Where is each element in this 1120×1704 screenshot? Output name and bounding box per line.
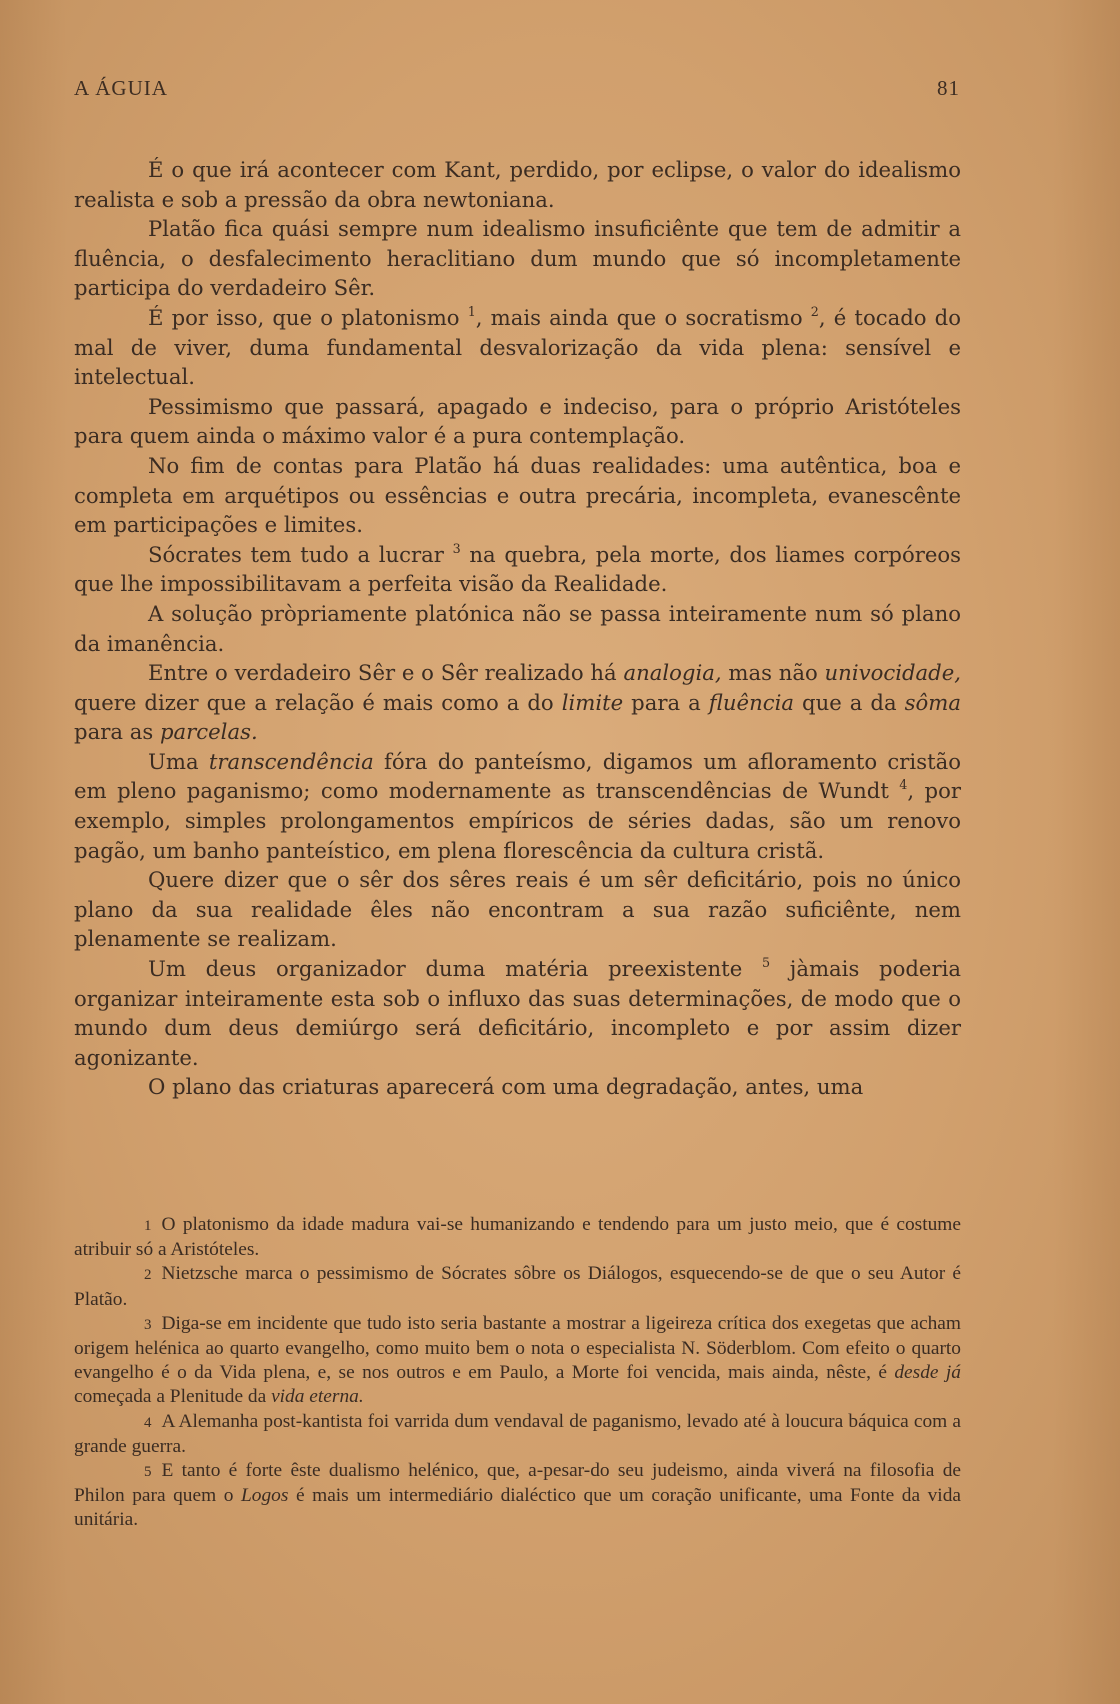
text-run: No fim de contas para Platão há duas realidades: uma autêntica, boa e completa em arquétipos ou essências e outra precária, incompleta, evanescênte em participações e limites. — [74, 452, 961, 538]
body-paragraph — [74, 865, 961, 954]
page-number: 81 — [937, 76, 960, 100]
footnote-number: 4 — [144, 1414, 152, 1431]
footnote — [74, 1262, 961, 1311]
body-paragraph — [74, 540, 961, 599]
body-paragraph — [74, 155, 961, 214]
text-run: Nietzsche marca o pessimismo de Sócrates sôbre os Diálogos, esquecendo-se de que o seu Autor é Platão. — [74, 1263, 961, 1310]
text-run: Entre o verdadeiro Sêr e o Sêr realizado há — [148, 660, 624, 686]
body-paragraph — [74, 658, 961, 747]
emphasis-text: desde já — [894, 1362, 961, 1384]
footnote-ref: 1 — [467, 304, 476, 320]
body-paragraph — [74, 599, 961, 658]
body-paragraph — [74, 954, 961, 1072]
emphasis-text: Logos — [240, 1485, 289, 1507]
running-head — [74, 76, 960, 101]
footnote-number: 3 — [144, 1316, 152, 1333]
body-paragraph — [74, 451, 961, 540]
emphasis-text: parcelas. — [159, 719, 258, 745]
text-run: Quere dizer que o sêr dos sêres reais é um sêr deficitário, pois no único plano da sua realidade êles não encontram a sua razão suficiênte, nem plenamente se realizam. — [74, 867, 961, 952]
emphasis-text: sôma — [904, 689, 961, 715]
body-paragraph — [74, 1072, 961, 1102]
text-run: na quebra, pela morte, dos liames corpóreos que lhe impossibilitavam a perfeita visão da Realidade. — [74, 541, 961, 597]
text-run: fóra do panteísmo, digamos um afloramento cristão em pleno paganismo; como modernamente as transcendências de Wundt — [74, 748, 961, 804]
emphasis-text: transcendência — [208, 748, 374, 774]
text-run: , é tocado do mal de viver, duma fundamental desvalorização da vida plena: sensível e intelectual. — [74, 304, 961, 390]
body-paragraph — [74, 747, 961, 865]
body-paragraph — [74, 214, 961, 303]
text-run: que a da — [794, 689, 905, 715]
journal-title: A ÁGUIA — [74, 76, 168, 100]
text-run: Sócrates tem tudo a lucrar — [148, 541, 453, 567]
text-run: quere dizer que a relação é mais como a do — [74, 689, 562, 715]
emphasis-text: analogia, — [623, 660, 722, 686]
emphasis-text: limite — [561, 689, 624, 715]
text-run: E tanto é forte êste dualismo helénico, que, a-pesar-do seu judeismo, ainda viverá na filosofia de Philon para quem o — [74, 1460, 961, 1507]
main-text — [74, 155, 961, 1102]
text-run: A Alemanha post-kantista foi varrida dum vendaval de paganismo, levado até à loucura báquica com a grande guerra. — [74, 1410, 961, 1457]
text-run: é mais um intermediário dialéctico que um coração unificante, uma Fonte da vida unitária. — [74, 1485, 961, 1531]
text-run: jàmais poderia organizar inteiramente esta sob o influxo das suas determinações, de modo que o mundo dum deus demiúrgo será deficitário, incompleto e por assim dizer agonizante. — [74, 956, 961, 1070]
text-run: Platão fica quási sempre num idealismo insuficiênte que tem de admitir a fluência, o desfalecimento heraclitiano dum mundo que só incompletamente participa do verdadeiro Sêr. — [74, 216, 961, 301]
footnote-number: 2 — [144, 1267, 152, 1284]
emphasis-text: vida eterna. — [271, 1386, 364, 1408]
emphasis-text: fluência — [708, 689, 795, 715]
body-paragraph — [74, 392, 961, 451]
footnote-number: 1 — [144, 1218, 152, 1234]
footnote — [74, 1213, 961, 1262]
text-run: começada a Plenitude da — [74, 1386, 272, 1408]
footnote-ref: 2 — [810, 304, 819, 320]
text-run: É por isso, que o platonismo — [148, 304, 468, 330]
text-run: A solução pròpriamente platónica não se passa inteiramente num só plano da imanência. — [74, 600, 961, 656]
text-run: O plano das criaturas aparecerá com uma degradação, antes, uma — [148, 1074, 864, 1100]
footnotes — [74, 1213, 961, 1533]
text-run: Diga-se em incidente que tudo isto seria bastante a mostrar a ligeireza crítica dos exegetas que acham origem helénica ao quarto evangelho, como muito bem o nota o especialista N. Söderblom. Com efeito o quarto evangelho é o da Vida plena, e, se nos outros e em Paulo, a Morte foi vencida, mais ainda, nêste, é — [74, 1312, 961, 1384]
text-run: Uma — [148, 748, 209, 774]
text-run: É o que irá acontecer com Kant, perdido, por eclipse, o valor do idealismo realista e sob a pressão da obra newtoniana. — [74, 157, 961, 212]
footnote — [74, 1312, 961, 1410]
text-run: Pessimismo que passará, apagado e indeciso, para o próprio Aristóteles para quem ainda o máximo valor é a pura contemplação. — [74, 393, 961, 449]
footnote-ref: 5 — [761, 955, 771, 971]
footnote-ref: 3 — [452, 540, 461, 556]
emphasis-text: univocidade, — [824, 660, 961, 686]
text-run: , por exemplo, simples prolongamentos empíricos de séries dadas, são um renovo pagão, um banho panteístico, em plena florescência da cultura cristã. — [74, 778, 961, 863]
text-run: para as — [74, 719, 160, 745]
text-run: Um deus organizador duma matéria preexistente — [148, 956, 762, 982]
text-run: , mais ainda que o socratismo — [475, 304, 811, 330]
text-run: para a — [623, 689, 709, 715]
text-run: mas não — [721, 660, 825, 686]
text-run: O platonismo da idade madura vai-se humanizando e tendendo para um justo meio, que é costume atribuir só a Aristóteles. — [74, 1214, 961, 1261]
footnote — [74, 1410, 961, 1459]
footnote-ref: 4 — [899, 777, 908, 793]
body-paragraph — [74, 303, 961, 392]
footnote — [74, 1459, 961, 1533]
footnote-number: 5 — [144, 1464, 152, 1481]
